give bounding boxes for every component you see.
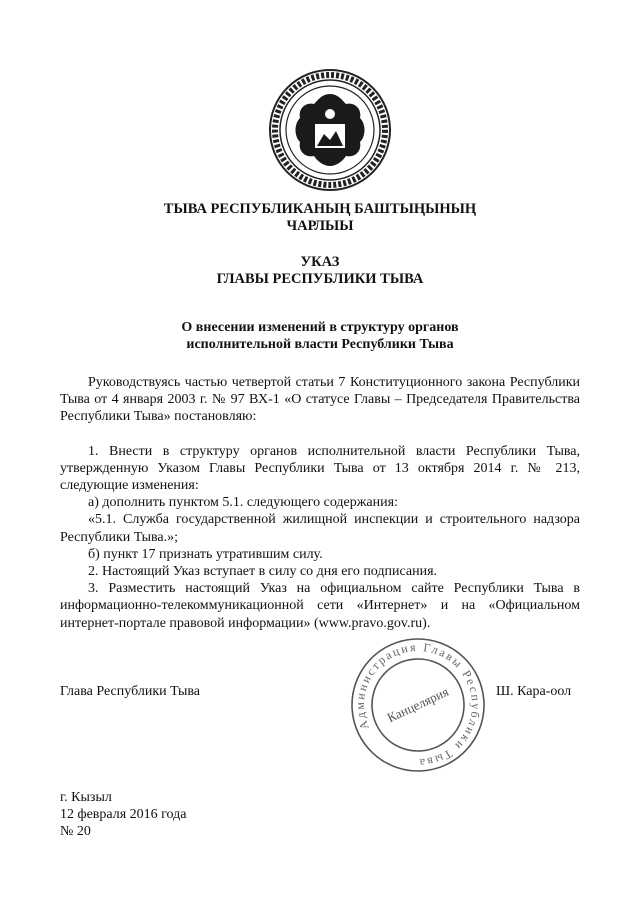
tuvan-title-line2: ЧАРЛЫЫ bbox=[286, 218, 354, 234]
item-1a: а) дополнить пунктом 5.1. следующего содержания: bbox=[88, 495, 398, 511]
item-1: 1. Внести в структуру органов исполнительной власти Республики Тыва, утвержденную Указом Главы Республики Тыва от 13 октября 2014 г. № 213, следующие изменения: bbox=[60, 443, 580, 494]
official-stamp bbox=[348, 635, 488, 775]
item-3: 3. Разместить настоящий Указ на официальном сайте Республики Тыва в информационно-телекоммуникационной сети «Интернет» и на «Официальном интернет-портале правовой информации» (www.pravo.gov.ru). bbox=[60, 581, 580, 631]
subject-line1: О внесении изменений в структуру органов bbox=[181, 320, 459, 335]
signature-position: Глава Республики Тыва bbox=[60, 684, 201, 699]
preamble-paragraph: Руководствуясь частью четвертой статьи 7 Конституционного закона Республики Тыва от 4 января 2003 г. № 97 ВХ-1 «О статусе Главы – Председателя Правительства Республики Тыва» постановляю: bbox=[60, 375, 580, 425]
ukaz-title: ГЛАВЫ РЕСПУБЛИКИ ТЫВА bbox=[216, 271, 424, 287]
signature-name: Ш. Кара-оол bbox=[496, 684, 572, 699]
footer-city: г. Кызыл bbox=[60, 790, 112, 805]
tuva-emblem-icon bbox=[268, 68, 392, 192]
stamp-outer-text: Администрация Главы Республики Тыва bbox=[352, 639, 484, 771]
item-2: 2. Настоящий Указ вступает в силу со дня его подписания. bbox=[88, 564, 438, 580]
subject-line2: исполнительной власти Республики Тыва bbox=[186, 337, 454, 352]
stamp-center-text: Канцелярия bbox=[384, 683, 451, 726]
footer-date: 12 февраля 2016 года bbox=[60, 807, 187, 822]
item-1b: б) пункт 17 признать утратившим силу. bbox=[88, 546, 323, 562]
footer-number: № 20 bbox=[60, 824, 91, 839]
item-1a-text: «5.1. Служба государственной жилищной инспекции и строительного надзора Республики Тыва.»; bbox=[60, 512, 580, 545]
ukaz-heading: УКАЗ bbox=[300, 254, 340, 270]
tuvan-title-line1: ТЫВА РЕСПУБЛИКАНЫҢ БАШТЫҢЫНЫҢ bbox=[163, 201, 477, 217]
